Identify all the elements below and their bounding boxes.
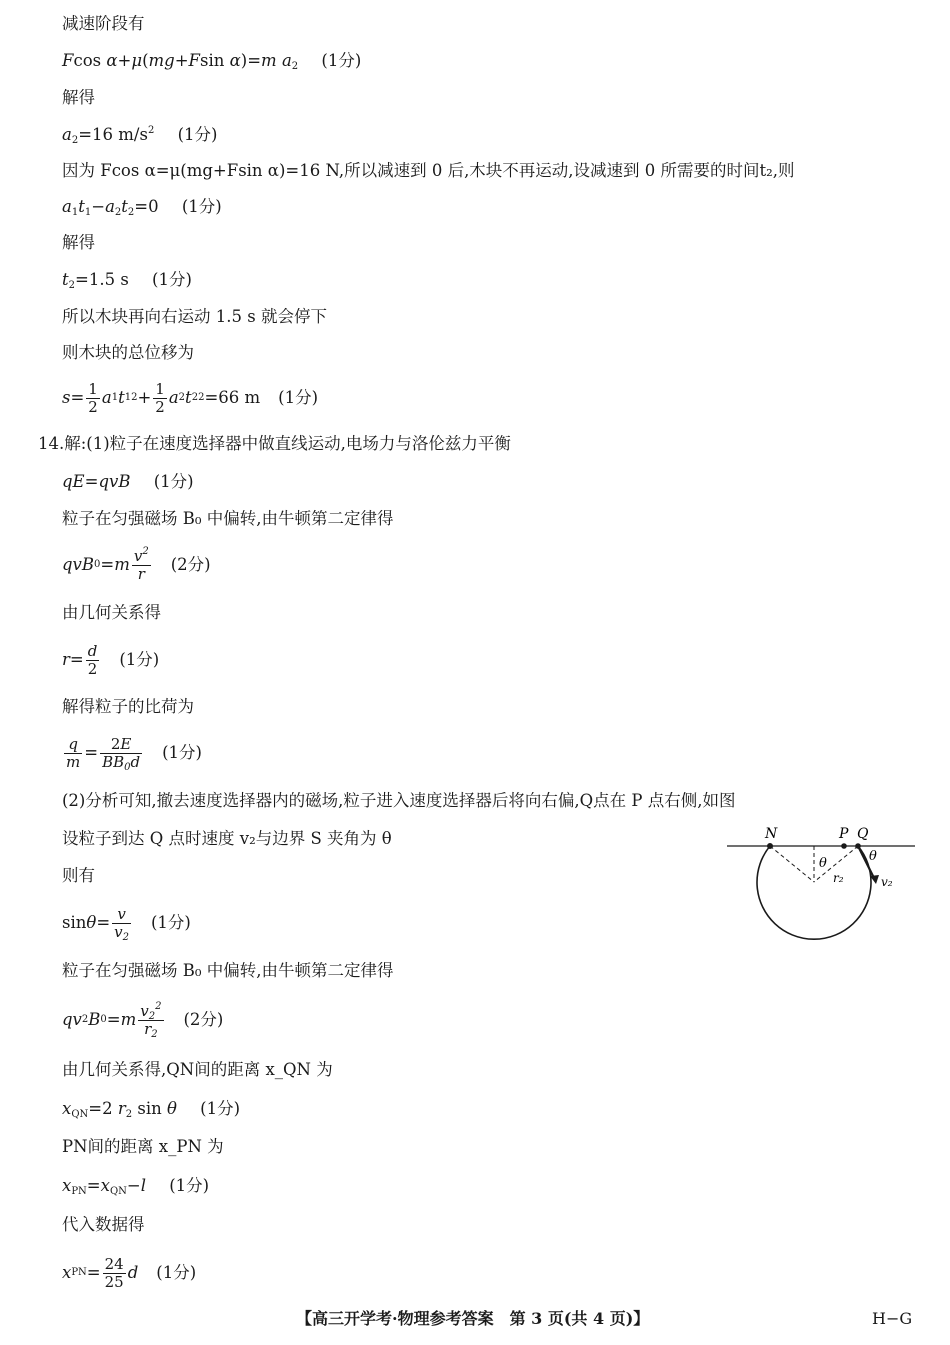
text-line-charge-mass-ratio: 解得粒子的比荷为 bbox=[62, 697, 194, 716]
text-line-deceleration-stage: 减速阶段有 bbox=[62, 14, 145, 33]
text-line-then: 则有 bbox=[62, 866, 95, 885]
paper-code: H−G bbox=[872, 1309, 913, 1328]
equation-centripetal-2: qv 2 B 0 = m $\frac{v_2^2}{r_2}$ (2分) bbox=[62, 1000, 224, 1040]
text-line-stops: 所以木块再向右运动 1.5 s 就会停下 bbox=[62, 307, 327, 326]
score-mark: (1分) bbox=[153, 472, 194, 491]
equation-xpn: $x_{PN}=x_{QN}-l$ (1分) bbox=[62, 1176, 210, 1197]
label-r2: r₂ bbox=[833, 871, 844, 885]
radius-to-n bbox=[770, 846, 814, 882]
score-mark: (2分) bbox=[170, 555, 211, 574]
score-mark: (2分) bbox=[183, 1010, 224, 1029]
equation-total-displacement: s = $\frac{1}{2}$ a 1 t 1 2 + $\frac{1}{2}$ a 2 t 2 2 =66 m (1分) bbox=[62, 379, 319, 416]
text-line-q14-part1: 14.解:(1)粒子在速度选择器中做直线运动,电场力与洛伦兹力平衡 bbox=[38, 434, 511, 453]
equation-time-relation: $a_1t_1-a_2t_2=0$ (1分) bbox=[62, 197, 222, 218]
text-line-newton-b0: 粒子在匀强磁场 B₀ 中偏转,由牛顿第二定律得 bbox=[62, 509, 394, 528]
score-mark: (1分) bbox=[162, 743, 202, 762]
text-line-because: 因为 Fcos α=μ(mg+Fsin α)=16 N,所以减速到 0 后,木块不再运动,设减速到 0 所需要的时间t₂,则 bbox=[62, 161, 795, 180]
text-line-q14-part2: (2)分析可知,撤去速度选择器内的磁场,粒子进入速度选择器后将向右偏,Q点在 P 点右侧,如图 bbox=[62, 791, 736, 810]
circular-trajectory-diagram bbox=[725, 822, 920, 947]
equation-radius: r = $\frac{d}{2}$ (1分) bbox=[62, 641, 160, 678]
trajectory-arc bbox=[757, 846, 871, 939]
label-theta-inner: θ bbox=[819, 856, 827, 871]
equation-xpn-result: x PN = $\frac{24}{25}$ d (1分) bbox=[62, 1254, 197, 1291]
score-mark: (1分) bbox=[119, 650, 160, 669]
text-line-total-displacement: 则木块的总位移为 bbox=[62, 343, 194, 362]
text-line-geometry: 由几何关系得 bbox=[62, 603, 161, 622]
equation-xqn: $x_{QN}=2$ $r_2$ sin θ (1分) bbox=[62, 1099, 241, 1120]
text-line-solve: 解得 bbox=[62, 88, 95, 107]
label-n: N bbox=[765, 826, 778, 842]
page-footer: 【高三开学考·物理参考答案 第 3 页(共 4 页)】 bbox=[296, 1309, 650, 1328]
score-mark: (1分) bbox=[181, 197, 222, 216]
score-mark: (1分) bbox=[156, 1263, 197, 1282]
score-mark: (1分) bbox=[152, 270, 192, 289]
equation-a2: $a_2=16$ $m/s^2$ (1分) bbox=[62, 125, 218, 146]
equation-deceleration: Fcos α+μ(mg+Fsin α)=m $a_2$ (1分) bbox=[62, 51, 362, 72]
score-mark: (1分) bbox=[200, 1099, 241, 1118]
point-n bbox=[767, 843, 773, 849]
label-q: Q bbox=[857, 826, 869, 842]
point-p bbox=[841, 843, 847, 849]
equation-sin-theta: sin θ = $\frac{v}{v_2}$ (1分) bbox=[62, 904, 191, 943]
equation-charge-mass-ratio: $\frac{q}{m}$ = $\frac{2E}{BB_0d}$ (1分) bbox=[66, 734, 202, 773]
label-v2: v₂ bbox=[881, 875, 893, 889]
score-mark: (1分) bbox=[177, 125, 218, 144]
equation-t2: $t_2=1.5$ s (1分) bbox=[62, 270, 192, 291]
score-mark: (1分) bbox=[278, 388, 319, 407]
text-line-substitute: 代入数据得 bbox=[62, 1215, 145, 1234]
score-mark: (1分) bbox=[169, 1176, 210, 1195]
text-line-distance-pn: PN间的距离 x_PN 为 bbox=[62, 1137, 224, 1156]
text-line-distance-qn: 由几何关系得,QN间的距离 x_QN 为 bbox=[62, 1060, 333, 1079]
label-p: P bbox=[839, 826, 849, 842]
score-mark: (1分) bbox=[151, 913, 191, 932]
text-line-angle-theta: 设粒子到达 Q 点时速度 v₂与边界 S 夹角为 θ bbox=[62, 829, 392, 848]
label-theta-outer: θ bbox=[869, 849, 877, 864]
equation-centripetal: qvB 0 = m $\frac{v^2}{r}$ (2分) bbox=[62, 545, 211, 583]
score-mark: (1分) bbox=[321, 51, 362, 70]
text-line-newton-b0-2: 粒子在匀强磁场 B₀ 中偏转,由牛顿第二定律得 bbox=[62, 961, 394, 980]
point-q bbox=[855, 843, 861, 849]
equation-force-balance: qE=qvB (1分) bbox=[62, 472, 194, 491]
text-line-solve: 解得 bbox=[62, 233, 95, 252]
